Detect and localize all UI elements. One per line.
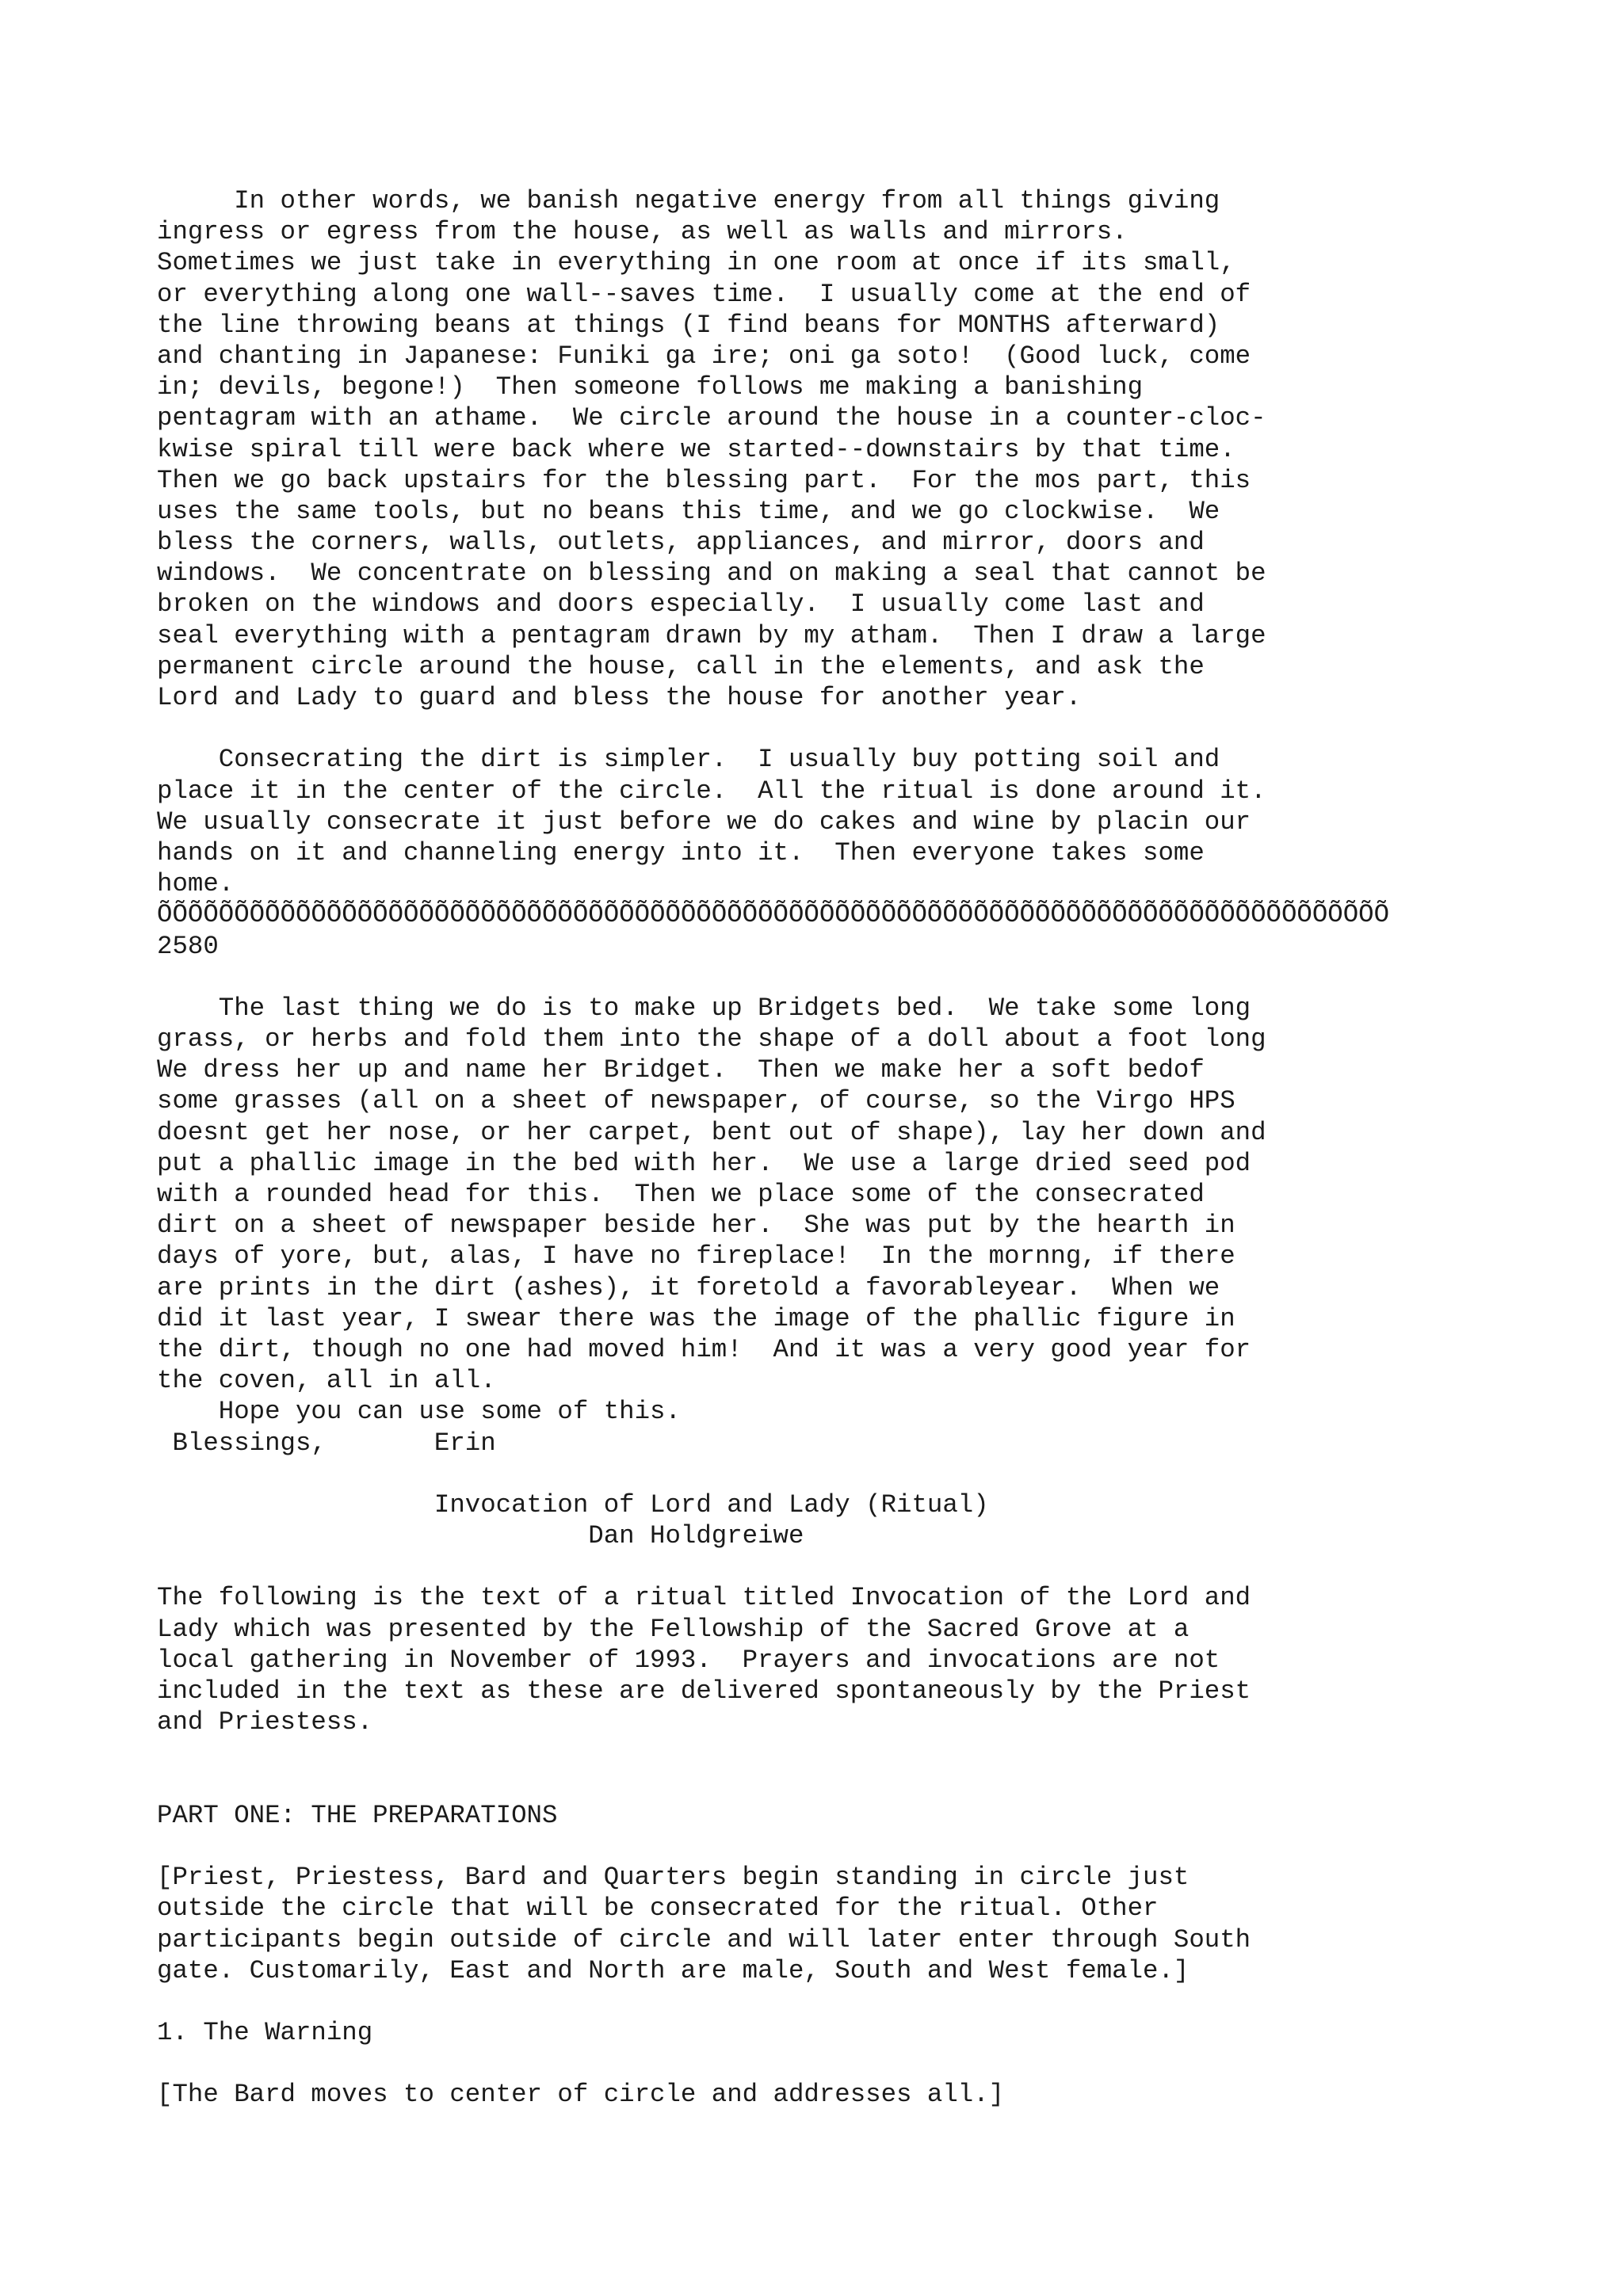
text-line: Sometimes we just take in everything in one room at once if its small,	[157, 248, 1235, 278]
text-line: doesnt get her nose, or her carpet, bent out of shape), lay her down and	[157, 1117, 1266, 1147]
text-line: Hope you can use some of this.	[157, 1397, 681, 1427]
text-line: Lord and Lady to guard and bless the house for another year.	[157, 683, 1082, 712]
blank-line	[157, 1769, 1583, 1800]
separator-line: ÕÕÕÕÕÕÕÕÕÕÕÕÕÕÕÕÕÕÕÕÕÕÕÕÕÕÕÕÕÕÕÕÕÕÕÕÕÕÕÕÕÕÕÕÕÕÕÕÕÕÕÕÕÕÕÕÕÕÕÕÕÕÕÕÕÕÕÕÕÕÕÕÕÕÕÕÕÕÕÕ	[157, 900, 1390, 930]
document-text	[157, 185, 1583, 2111]
text-line: days of yore, but, alas, I have no fireplace! In the mornng, if there	[157, 1241, 1235, 1272]
text-line: place it in the center of the circle. All the ritual is done around it.	[157, 776, 1266, 806]
text-line: some grasses (all on a sheet of newspaper, of course, so the Virgo HPS	[157, 1086, 1235, 1116]
signature-line: Blessings, Erin	[157, 1428, 496, 1458]
text-line: outside the circle that will be consecrated for the ritual. Other	[157, 1894, 1159, 1924]
text-line: 2580	[157, 931, 219, 961]
text-line: the dirt, though no one had moved him! And it was a very good year for	[157, 1334, 1251, 1364]
text-line: seal everything with a pentagram drawn by my atham. Then I draw a large	[157, 620, 1266, 650]
blank-line	[157, 1459, 1583, 1489]
text-line: with a rounded head for this. Then we place some of the consecrated	[157, 1180, 1205, 1209]
text-line: the coven, all in all.	[157, 1366, 496, 1396]
text-line: kwise spiral till were back where we started--downstairs by that time.	[157, 434, 1235, 464]
text-line: gate. Customarily, East and North are male, South and West female.]	[157, 1955, 1190, 1985]
text-line: are prints in the dirt (ashes), it foretold a favorableyear. When we	[157, 1272, 1220, 1302]
blank-line	[157, 1831, 1583, 1862]
text-line: broken on the windows and doors especially. I usually come last and	[157, 589, 1205, 620]
part-heading: PART ONE: THE PREPARATIONS	[157, 1800, 558, 1830]
step-heading: 1. The Warning	[157, 2018, 373, 2048]
text-line: participants begin outside of circle and will later enter through South	[157, 1924, 1251, 1955]
text-line: windows. We concentrate on blessing and on making a seal that cannot be	[157, 559, 1266, 589]
text-line: Consecrating the dirt is simpler. I usually buy potting soil and	[157, 745, 1220, 775]
blank-line	[157, 962, 1583, 993]
text-line: The following is the text of a ritual titled Invocation of the Lord and	[157, 1583, 1251, 1613]
text-line: or everything along one wall--saves time. I usually come at the end of	[157, 279, 1251, 309]
text-line: permanent circle around the house, call in the elements, and ask the	[157, 651, 1205, 681]
text-line: and Priestess.	[157, 1707, 373, 1737]
text-line: bless the corners, walls, outlets, appliances, and mirror, doors and	[157, 528, 1205, 558]
text-line: pentagram with an athame. We circle around the house in a counter-cloc-	[157, 403, 1266, 433]
blank-line	[157, 2048, 1583, 2079]
text-line: did it last year, I swear there was the image of the phallic figure in	[157, 1303, 1235, 1333]
text-line: hands on it and channeling energy into it. Then everyone takes some	[157, 837, 1205, 868]
text-line: Lady which was presented by the Fellowship of the Sacred Grove at a	[157, 1614, 1190, 1644]
text-line: uses the same tools, but no beans this time, and we go clockwise. We	[157, 496, 1220, 526]
text-line: grass, or herbs and fold them into the shape of a doll about a foot long	[157, 1024, 1266, 1055]
text-line: the line throwing beans at things (I find beans for MONTHS afterward)	[157, 310, 1220, 340]
text-line: included in the text as these are delivered spontaneously by the Priest	[157, 1676, 1251, 1706]
text-line: and chanting in Japanese: Funiki ga ire; oni ga soto! (Good luck, come	[157, 341, 1251, 371]
text-line: in; devils, begone!) Then someone follows me making a banishing	[157, 372, 1144, 402]
text-line: [Priest, Priestess, Bard and Quarters begin standing in circle just	[157, 1863, 1190, 1893]
blank-line	[157, 1551, 1583, 1582]
section-title: Invocation of Lord and Lady (Ritual)	[157, 1489, 989, 1520]
text-line: Then we go back upstairs for the blessing part. For the mos part, this	[157, 465, 1251, 495]
blank-line	[157, 1737, 1583, 1768]
text-line: put a phallic image in the bed with her. We use a large dried seed pod	[157, 1148, 1251, 1178]
text-line: dirt on a sheet of newspaper beside her. She was put by the hearth in	[157, 1211, 1235, 1241]
text-line: We usually consecrate it just before we do cakes and wine by placin our	[157, 807, 1251, 837]
text-line: [The Bard moves to center of circle and addresses all.]	[157, 2080, 1005, 2110]
text-line: ingress or egress from the house, as well as walls and mirrors.	[157, 217, 1128, 247]
text-line: home.	[157, 869, 235, 899]
text-line: The last thing we do is to make up Bridgets bed. We take some long	[157, 993, 1251, 1023]
text-line: We dress her up and name her Bridget. Then we make her a soft bedof	[157, 1055, 1205, 1085]
blank-line	[157, 1986, 1583, 2017]
text-line: In other words, we banish negative energy from all things giving	[157, 186, 1220, 215]
text-line: local gathering in November of 1993. Prayers and invocations are not	[157, 1645, 1220, 1675]
section-author: Dan Holdgreiwe	[157, 1521, 804, 1551]
blank-line	[157, 713, 1583, 744]
